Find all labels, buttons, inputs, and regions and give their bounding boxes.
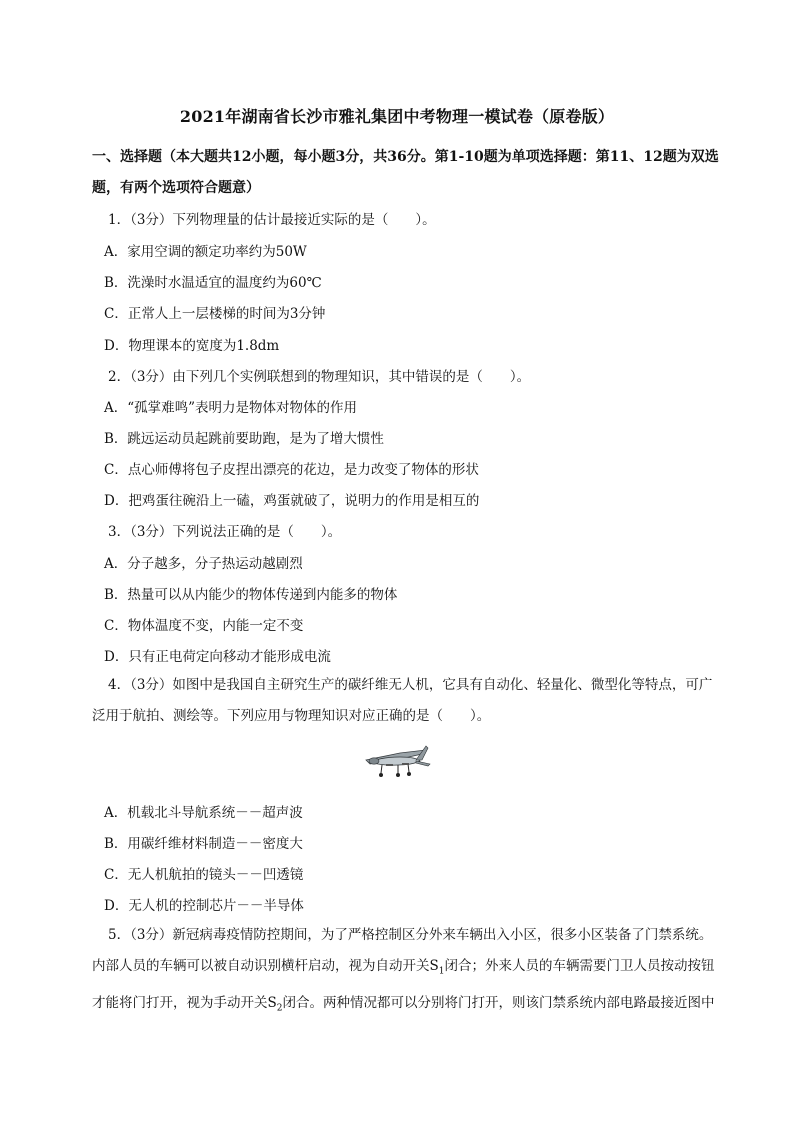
question-3-option-b: B．热量可以从内能少的物体传递到内能多的物体 — [104, 587, 398, 603]
question-5-text-a: 5．（3分）新冠病毒疫情防控期间，为了严格控制区分外来车辆出入小区，很多小区装备了门禁系统。内部人员的车辆可以被自动识别横杆启动，视为自动开关S — [92, 927, 713, 974]
question-1-option-a: A．家用空调的额定功率约为50W — [104, 244, 307, 260]
question-5-text-b: 闭合；外来人员的车辆需要门卫人员按动按钮才能将门打开，视为手动开关S — [92, 958, 715, 1011]
question-1-option-d: D．物理课本的宽度为1.8dm — [104, 338, 280, 354]
switch-s2-subscript: 2 — [276, 1003, 283, 1014]
question-2-option-c: C．点心师傅将包子皮捏出漂亮的花边，是力改变了物体的形状 — [104, 462, 479, 478]
question-4-option-c: C．无人机航拍的镜头－－凹透镜 — [104, 867, 304, 883]
question-1-option-c: C．正常人上一层楼梯的时间为3分钟 — [104, 306, 326, 322]
question-3-stem: 3．（3分）下列说法正确的是（ ）。 — [108, 524, 342, 540]
page-title: 2021年湖南省长沙市雅礼集团中考物理一模试卷（原卷版） — [179, 107, 615, 126]
question-4-option-a: A．机载北斗导航系统－－超声波 — [104, 805, 303, 821]
question-2-option-b: B．跳远运动员起跳前要助跑，是为了增大惯性 — [104, 431, 384, 447]
question-5-stem — [92, 920, 720, 1024]
question-1-stem: 1．（3分）下列物理量的估计最接近实际的是（ ）。 — [108, 212, 436, 228]
question-5-text-c: 闭合。两种情况都可以分别将门打开，则该门禁系统内部电路最接近图中 — [282, 994, 715, 1011]
question-2-option-d: D．把鸡蛋往碗沿上一磕，鸡蛋就破了，说明力的作用是相互的 — [104, 493, 480, 509]
question-3-option-c: C．物体温度不变，内能一定不变 — [104, 618, 304, 634]
question-4-option-d: D．无人机的控制芯片－－半导体 — [104, 898, 304, 914]
question-4-option-b: B．用碳纤维材料制造－－密度大 — [104, 836, 303, 852]
question-3-option-a: A．分子越多，分子热运动越剧烈 — [104, 556, 303, 572]
question-1-option-b: B．洗澡时水温适宜的温度约为60℃ — [104, 275, 322, 291]
question-4-stem: 4．（3分）如图中是我国自主研究生产的碳纤维无人机，它具有自动化、轻量化、微型化等特点，可广泛用于航拍、测绘等。下列应用与物理知识对应正确的是（ ）。 — [92, 677, 713, 724]
drone-image — [360, 740, 432, 782]
question-2-stem: 2．（3分）由下列几个实例联想到的物理知识，其中错误的是（ ）。 — [108, 369, 531, 385]
question-3-option-d: D．只有正电荷定向移动才能形成电流 — [104, 649, 331, 665]
section-heading: 一、选择题（本大题共12小题，每小题3分，共36分。第1-10题为单项选择题：第11、12题为双选题，有两个选项符合题意） — [92, 149, 719, 196]
question-2-option-a: A．“孤掌难鸣”表明力是物体对物体的作用 — [104, 400, 358, 416]
switch-s1-subscript: 1 — [438, 966, 445, 977]
